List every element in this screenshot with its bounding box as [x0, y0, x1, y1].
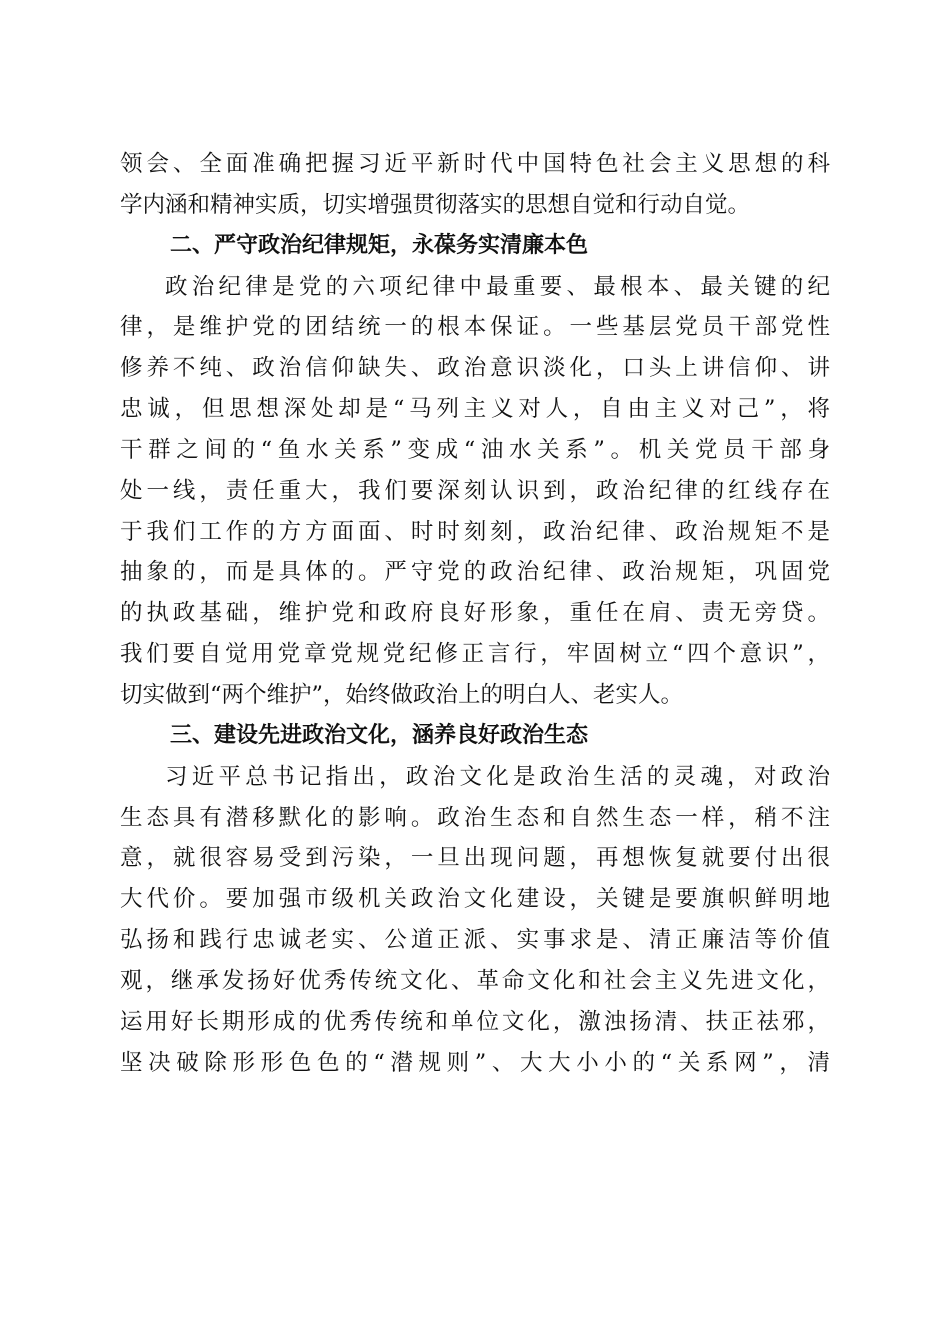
paragraph-line: 学内涵和精神实质，切实增强贯彻落实的思想自觉和行动自觉。 [120, 191, 751, 218]
paragraph-line: 观，继承发扬好优秀传统文化、革命文化和社会主义先进文化， [120, 967, 830, 994]
paragraph-line: 我们要自觉用党章党规党纪修正言行，牢固树立“四个意识”， [120, 641, 830, 668]
section-heading-3: 三、建设先进政治文化，涵养良好政治生态 [170, 722, 589, 748]
paragraph-line: 抽象的，而是具体的。严守党的政治纪律、政治规矩，巩固党 [120, 559, 830, 586]
paragraph-line: 忠诚，但思想深处却是“马列主义对人，自由主义对己”，将 [120, 396, 830, 423]
document-body [120, 144, 830, 1083]
paragraph-line: 处一线，责任重大，我们要深刻认识到，政治纪律的红线存在 [120, 477, 830, 504]
paragraph-line: 运用好长期形成的优秀传统和单位文化，激浊扬清、扶正祛邪， [120, 1008, 830, 1035]
paragraph-line: 于我们工作的方方面面、时时刻刻，政治纪律、政治规矩不是 [120, 518, 830, 545]
section-3-paragraph [120, 757, 830, 1084]
paragraph-line: 切实做到“两个维护”，始终做政治上的明白人、老实人。 [120, 681, 684, 708]
paragraph-line: 干群之间的“鱼水关系”变成“油水关系”。机关党员干部身 [120, 436, 830, 463]
paragraph-line: 大代价。要加强市级机关政治文化建设，关键是要旗帜鲜明地 [120, 886, 830, 913]
paragraph-line: 领会、全面准确把握习近平新时代中国特色社会主义思想的科 [120, 151, 830, 177]
paragraph-line: 坚决破除形形色色的“潜规则”、大大小小的“关系网”，清 [120, 1049, 830, 1076]
paragraph-line: 律，是维护党的团结统一的根本保证。一些基层党员干部党性 [120, 314, 830, 341]
section-heading-2: 二、严守政治纪律规矩，永葆务实清廉本色 [170, 232, 589, 258]
paragraph-line: 政治纪律是党的六项纪律中最重要、最根本、最关键的纪 [165, 273, 830, 300]
intro-paragraph [120, 144, 830, 226]
paragraph-line: 的执政基础，维护党和政府良好形象，重任在肩、责无旁贷。 [120, 600, 830, 627]
paragraph-line: 修养不纯、政治信仰缺失、政治意识淡化，口头上讲信仰、讲 [120, 355, 830, 382]
paragraph-line: 生态具有潜移默化的影响。政治生态和自然生态一样，稍不注 [120, 804, 830, 831]
section-2-paragraph [120, 267, 830, 716]
paragraph-line: 意，就很容易受到污染，一旦出现问题，再想恢复就要付出很 [120, 845, 830, 872]
paragraph-line: 习近平总书记指出，政治文化是政治生活的灵魂，对政治 [165, 763, 830, 790]
paragraph-line: 弘扬和践行忠诚老实、公道正派、实事求是、清正廉洁等价值 [120, 927, 830, 954]
